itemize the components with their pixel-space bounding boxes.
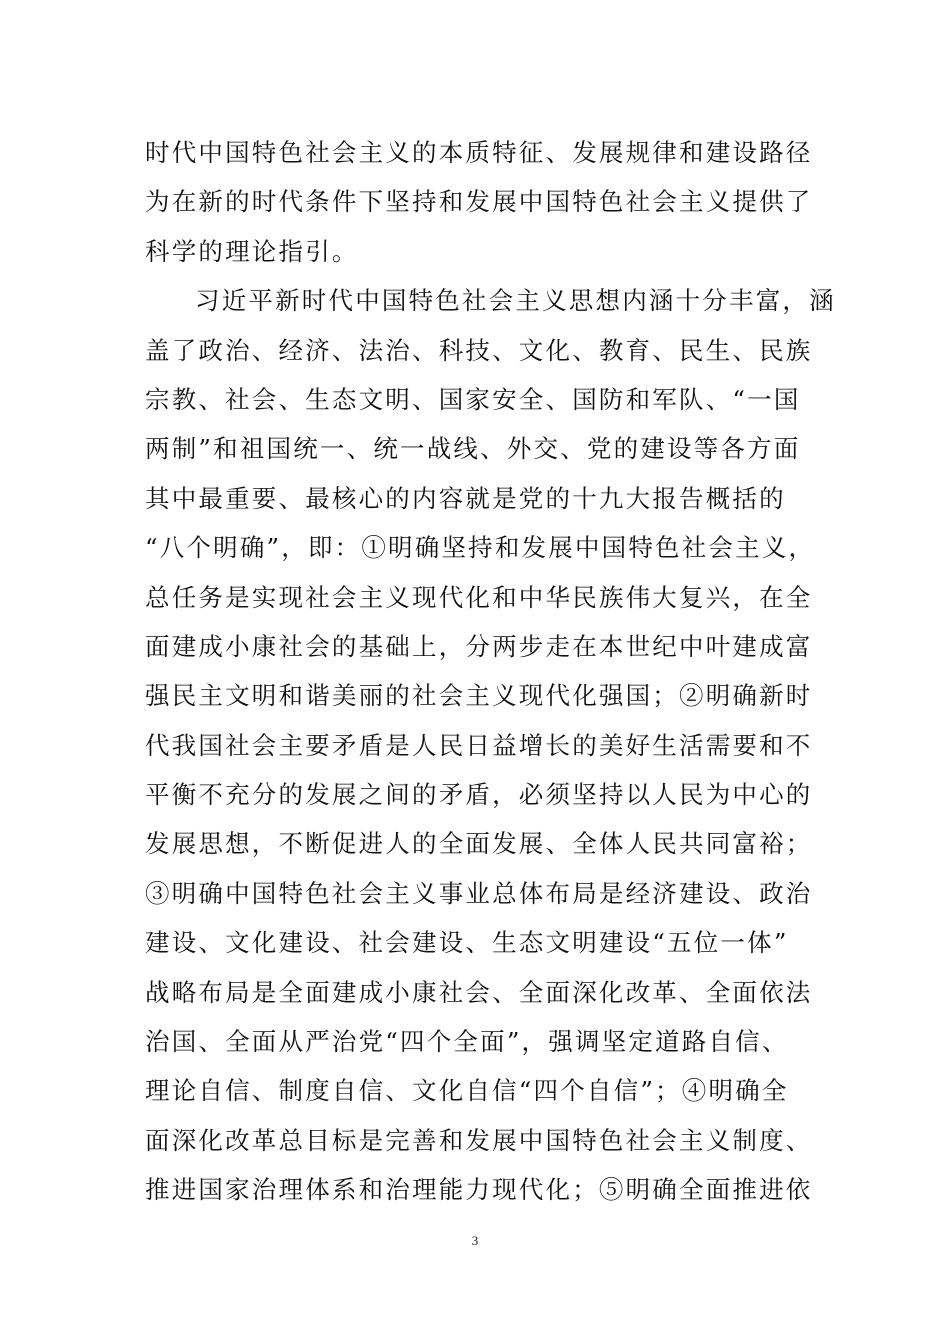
text-line: 两制”和祖国统一、统一战线、外交、党的建设等各方面 <box>145 434 801 464</box>
page-number: 3 <box>471 1233 479 1248</box>
text-line: 建设、文化建设、社会建设、生态文明建设“五位一体” <box>145 928 789 958</box>
text-line: 宗教、社会、生态文明、国家安全、国防和军队、“一国 <box>145 384 801 414</box>
text-line: 代我国社会主要矛盾是人民日益增长的美好生活需要和不 <box>145 730 813 760</box>
body-text <box>145 128 836 1215</box>
text-line: 面建成小康社会的基础上，分两步走在本世纪中叶建成富 <box>145 631 813 661</box>
text-line: 盖了政治、经济、法治、科技、文化、教育、民生、民族 <box>145 335 813 365</box>
text-line: 推进国家治理体系和治理能力现代化；⑤明确全面推进依 <box>145 1175 813 1205</box>
text-line: 总任务是实现社会主义现代化和中华民族伟大复兴，在全 <box>145 582 813 612</box>
text-line: 治国、全面从严治党“四个全面”，强调坚定道路自信、 <box>145 1027 789 1057</box>
text-line: 为在新的时代条件下坚持和发展中国特色社会主义提供了 <box>145 187 813 217</box>
text-line: ③明确中国特色社会主义事业总体布局是经济建设、政治 <box>145 878 813 908</box>
text-line: 发展思想，不断促进人的全面发展、全体人民共同富裕； <box>145 829 813 859</box>
text-line: 面深化改革总目标是完善和发展中国特色社会主义制度、 <box>145 1125 813 1155</box>
text-line: 时代中国特色社会主义的本质特征、发展规律和建设路径 <box>145 138 813 167</box>
text-line: 理论自信、制度自信、文化自信“四个自信”；④明确全 <box>145 1076 789 1106</box>
text-line: “八个明确”，即：①明确坚持和发展中国特色社会主义， <box>145 533 816 563</box>
text-line: 其中最重要、最核心的内容就是党的十九大报告概括的 <box>145 483 786 513</box>
text-line: 平衡不充分的发展之间的矛盾，必须坚持以人民为中心的 <box>145 780 813 810</box>
text-line: 科学的理论指引。 <box>145 236 359 266</box>
paragraph-first-line: 习近平新时代中国特色社会主义思想内涵十分丰富，涵 <box>195 286 836 316</box>
text-line: 强民主文明和谐美丽的社会主义现代化强国；②明确新时 <box>145 681 813 711</box>
text-line: 战略布局是全面建成小康社会、全面深化改革、全面依法 <box>145 977 813 1007</box>
